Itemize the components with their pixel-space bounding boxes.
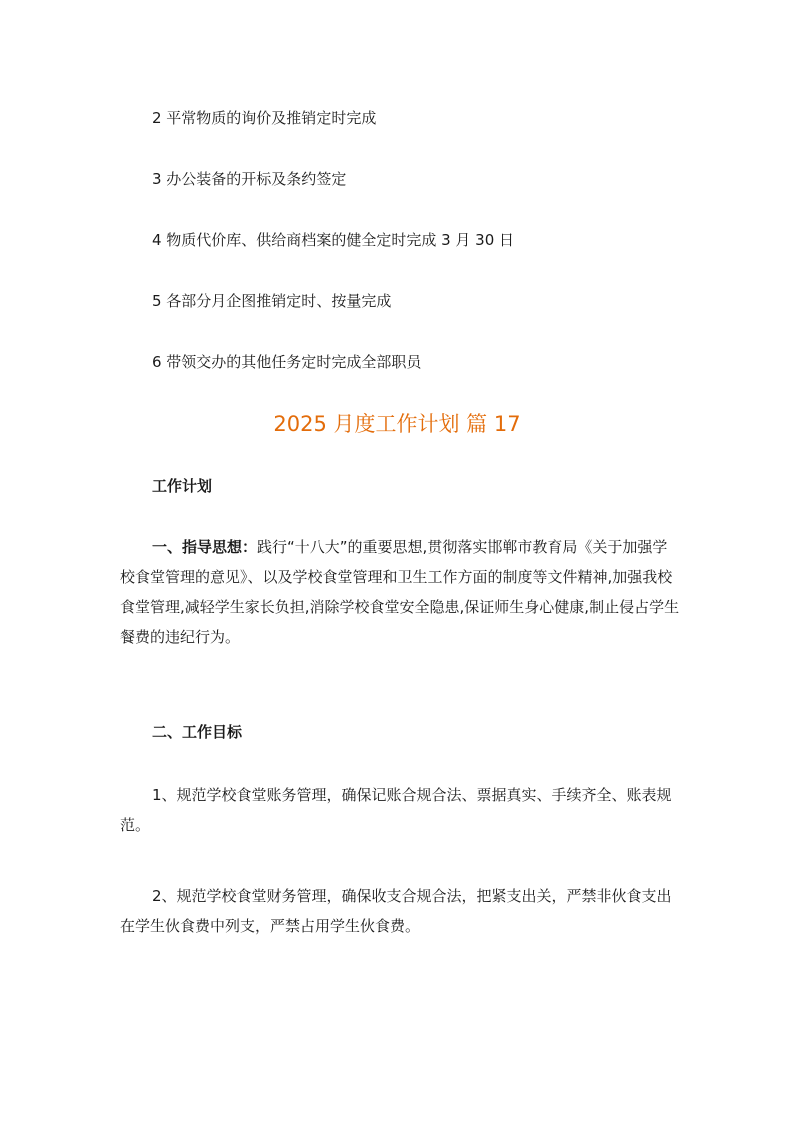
list-item: 3 办公装备的开标及条约签定: [152, 170, 347, 188]
section-title: 2025 月度工作计划 篇 17: [273, 412, 521, 436]
list-item: 6 带领交办的其他任务定时完成全部职员: [152, 353, 422, 371]
list-item: 2 平常物质的询价及推销定时完成: [152, 109, 377, 127]
goal-item: 2、规范学校食堂财务管理，确保收支合规合法，把紧支出关，严禁非伙食支出在学生伙食费中列支，严禁占用学生伙食费。: [120, 887, 672, 935]
guiding-text: 践行“十八大”的重要思想,贯彻落实邯郸市教育局《关于加强学校食堂管理的意见》、以及学校食堂管理和卫生工作方面的制度等文件精神,加强我校食堂管理,减轻学生家长负担,消除学校食堂安全隐患,保证师生身心健康,制止侵占学生餐费的违纪行为。: [120, 538, 680, 646]
list-item: 4 物质代价库、供给商档案的健全定时完成 3 月 30 日: [152, 231, 515, 249]
guiding-lead: 一、指导思想：: [152, 538, 258, 556]
goals-heading: 二、工作目标: [152, 723, 243, 741]
guiding-paragraph: [120, 532, 680, 652]
subtitle: 工作计划: [152, 477, 213, 495]
list-item: 5 各部分月企图推销定时、按量完成: [152, 292, 392, 310]
goal-item: 1、规范学校食堂账务管理，确保记账合规合法、票据真实、手续齐全、账表规范。: [120, 786, 672, 834]
